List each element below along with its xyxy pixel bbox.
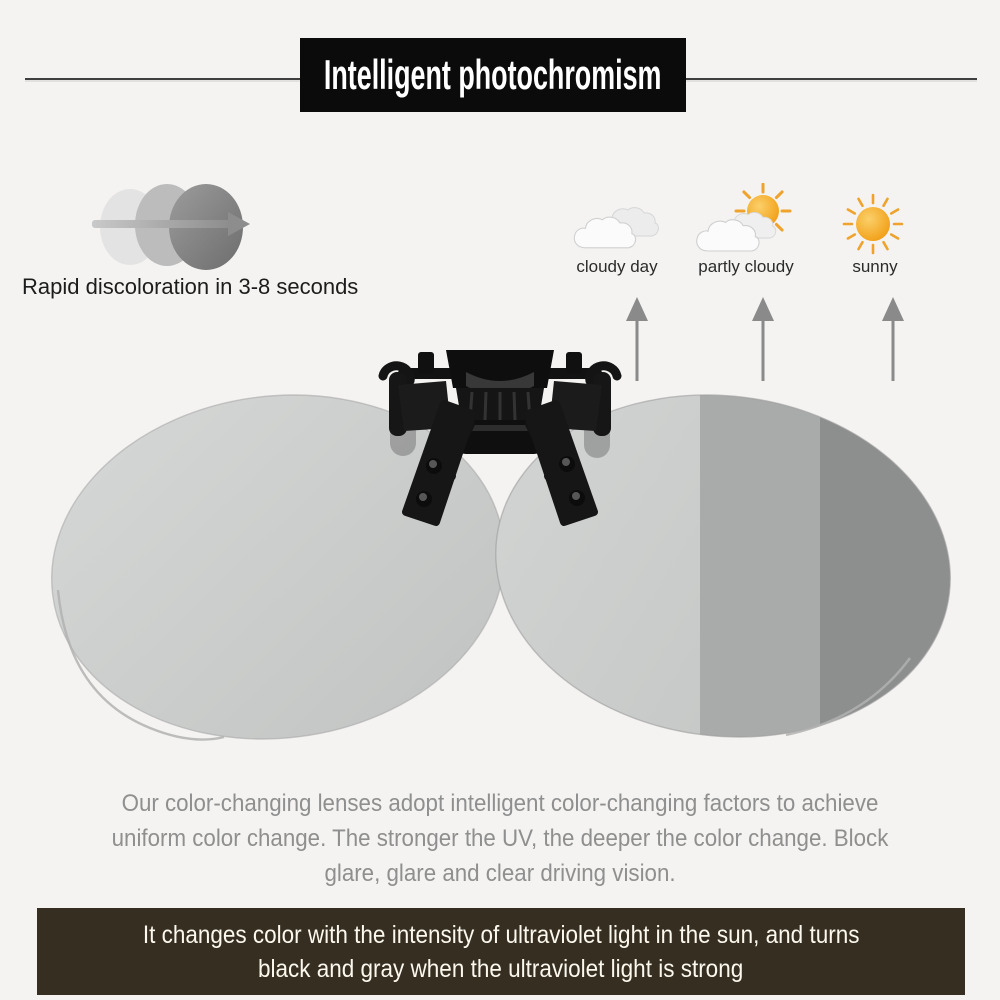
- right-lens-band-dark: [820, 370, 970, 770]
- right-lens-band-medium: [700, 370, 820, 770]
- weather-label-cloudy-day: cloudy day: [576, 257, 658, 276]
- weather-label-sunny: sunny: [852, 257, 898, 276]
- footer-line: It changes color with the intensity of ultraviolet light in the sun, and turns: [142, 920, 860, 949]
- page-title: Intelligent photochromism: [324, 51, 662, 98]
- discoloration-caption: Rapid discoloration in 3-8 seconds: [22, 274, 359, 299]
- description-line: uniform color change. The stronger the UV, the deeper the color change. Block: [111, 825, 889, 852]
- footer-banner: [37, 908, 965, 995]
- description-line: glare, glare and clear driving vision.: [324, 860, 676, 887]
- description-paragraph: [35, 786, 965, 891]
- footer-line: black and gray when the ultraviolet light is strong: [258, 954, 744, 983]
- weather-label-partly-cloudy: partly cloudy: [698, 257, 794, 276]
- description-line: Our color-changing lenses adopt intelligent color-changing factors to achieve: [121, 790, 879, 817]
